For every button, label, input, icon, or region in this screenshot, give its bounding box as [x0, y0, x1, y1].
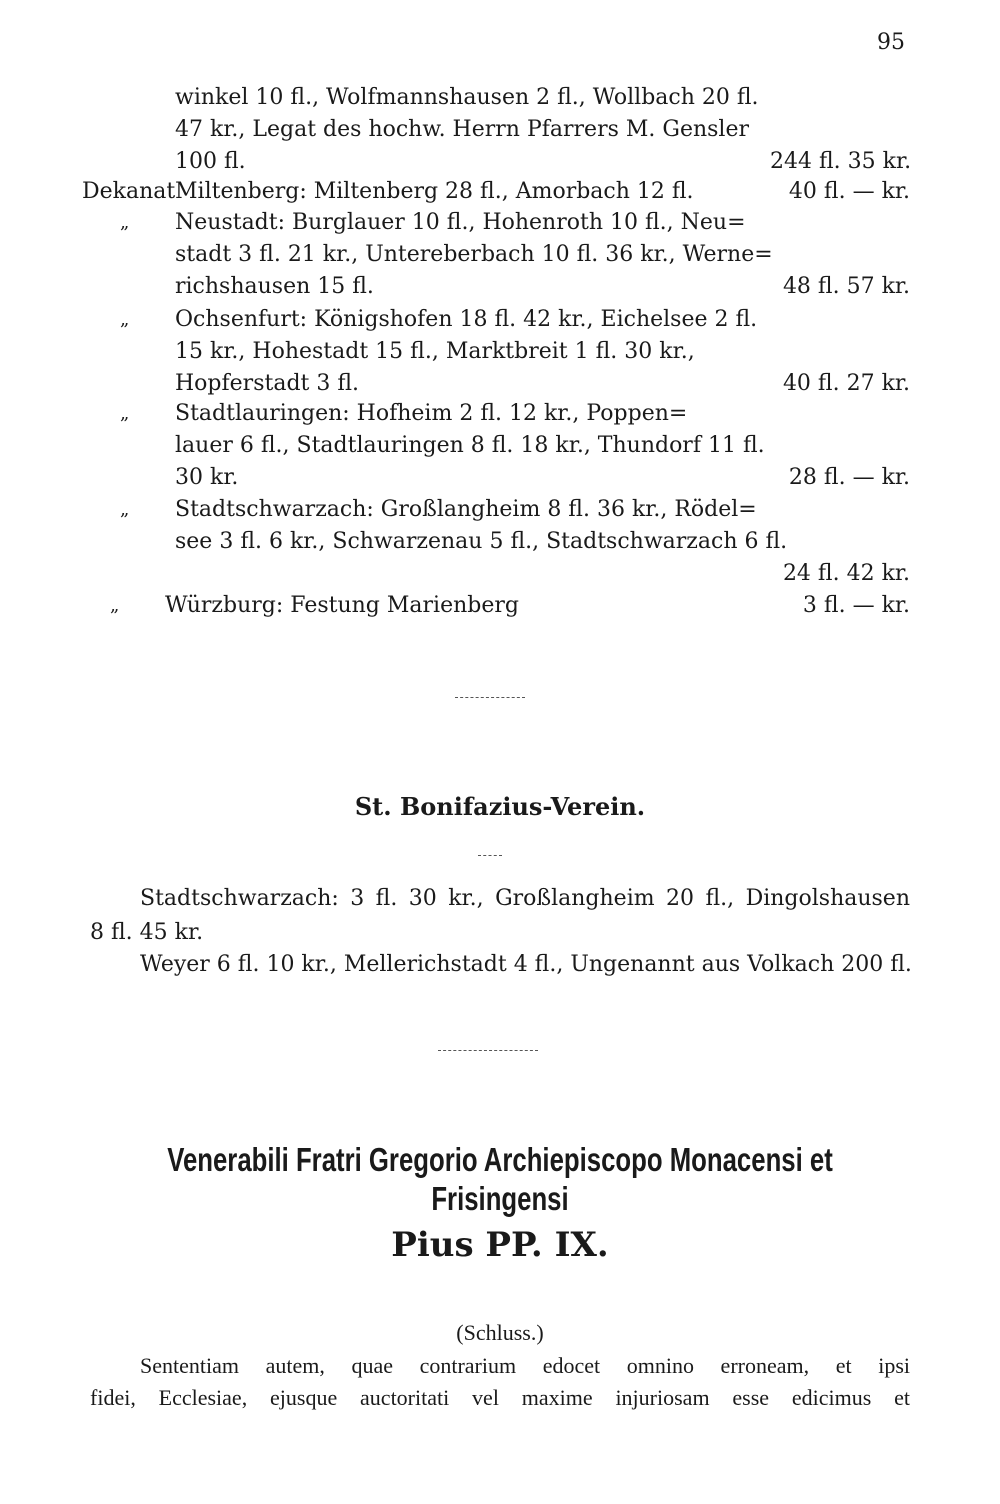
- separator-rule: [438, 1050, 538, 1051]
- entry-line: lauer 6 fl., Stadtlauringen 8 fl. 18 kr., Thundorf 11 fl.: [175, 433, 765, 458]
- entry-text: [175, 207, 773, 303]
- entry-line: 47 kr., Legat des hochw. Herrn Pfarrers M. Gensler: [175, 117, 750, 142]
- letter-heading: Frisingensi: [431, 1180, 569, 1217]
- entry-line: 100 fl.: [175, 149, 246, 174]
- entry-amount: 24 fl. 42 kr.: [782, 561, 910, 586]
- latin-paragraph: [90, 1350, 910, 1414]
- entry-line: Ochsenfurt: Königshofen 18 fl. 42 kr., Eichelsee 2 fl.: [175, 307, 758, 332]
- donation-entry: [70, 82, 910, 178]
- entry-label: Dekanat: [82, 179, 176, 204]
- paragraph-line: Weyer 6 fl. 10 kr., Mellerichstadt 4 fl., Ungenannt aus Volkach 200 fl.: [140, 952, 912, 977]
- entry-text: [175, 176, 765, 208]
- entry-line: 15 kr., Hohestadt 15 fl., Marktbreit 1 fl. 30 kr.,: [175, 339, 695, 364]
- ditto-mark: „: [120, 309, 130, 330]
- entry-amount: 28 fl. — kr.: [788, 465, 910, 490]
- entry-line: winkel 10 fl., Wolfmannshausen 2 fl., Wollbach 20 fl.: [175, 85, 759, 110]
- separator-rule: [478, 855, 502, 856]
- entry-text: [175, 494, 788, 590]
- entry-line: Würzburg: Festung Marienberg: [165, 593, 519, 618]
- section-title: St. Bonifazius-Verein.: [354, 792, 646, 821]
- entry-amount: 48 fl. 57 kr.: [782, 274, 910, 299]
- paragraph-line: fidei, Ecclesiae, ejusque auctoritati vel maxime injuriosam esse edicimus et: [90, 1385, 910, 1410]
- ditto-mark: „: [120, 403, 130, 424]
- entry-amount: 3 fl. — kr.: [802, 593, 910, 618]
- entry-line: Neustadt: Burglauer 10 fl., Hohenroth 10 fl., Neu=: [175, 210, 746, 235]
- entry-amount: 40 fl. — kr.: [788, 179, 910, 204]
- letter-signature: Pius PP. IX.: [391, 1225, 609, 1265]
- donation-entry: [70, 207, 910, 303]
- donation-entry: [70, 304, 910, 400]
- entry-line: Stadtschwarzach: Großlangheim 8 fl. 36 kr., Rödel=: [175, 497, 757, 522]
- entry-line: Stadtlauringen: Hofheim 2 fl. 12 kr., Poppen=: [175, 401, 688, 426]
- letter-heading: Venerabili Fratri Gregorio Archiepiscopo Monacensi et: [167, 1141, 833, 1178]
- entry-text: [165, 590, 755, 622]
- paragraph-line: Sententiam autem, quae contrarium edocet omnino erroneam, et ipsi: [140, 1353, 910, 1378]
- donation-entry: [70, 590, 910, 622]
- entry-line: Miltenberg: Miltenberg 28 fl., Amorbach 12 fl.: [175, 179, 694, 204]
- entry-text: [175, 82, 765, 178]
- bonifatius-paragraph: [90, 948, 910, 982]
- bonifatius-paragraph: [90, 882, 910, 950]
- donation-entry: [70, 398, 910, 494]
- paragraph-line: 8 fl. 45 kr.: [90, 920, 204, 945]
- donation-entry: [70, 494, 910, 590]
- page-number: 95: [877, 30, 905, 55]
- entry-line: richshausen 15 fl.: [175, 274, 374, 299]
- entry-text: [175, 304, 765, 400]
- entry-line: see 3 fl. 6 kr., Schwarzenau 5 fl., Stadtschwarzach 6 fl.: [175, 529, 788, 554]
- entry-line: Hopferstadt 3 fl.: [175, 371, 360, 396]
- paragraph-line: Stadtschwarzach: 3 fl. 30 kr., Großlangheim 20 fl., Dingolshausen: [140, 886, 910, 911]
- separator-rule: [455, 697, 525, 698]
- schluss-label: (Schluss.): [456, 1320, 544, 1345]
- entry-line: 30 kr.: [175, 465, 239, 490]
- donation-entry: [70, 176, 910, 208]
- entry-amount: 40 fl. 27 kr.: [782, 371, 910, 396]
- entry-line: [175, 558, 765, 590]
- ditto-mark: „: [120, 499, 130, 520]
- entry-text: [175, 398, 765, 494]
- entry-amount: 244 fl. 35 kr.: [770, 149, 912, 174]
- ditto-mark: „: [110, 595, 120, 616]
- entry-line: stadt 3 fl. 21 kr., Untereberbach 10 fl. 36 kr., Werne=: [175, 242, 773, 267]
- ditto-mark: „: [120, 212, 130, 233]
